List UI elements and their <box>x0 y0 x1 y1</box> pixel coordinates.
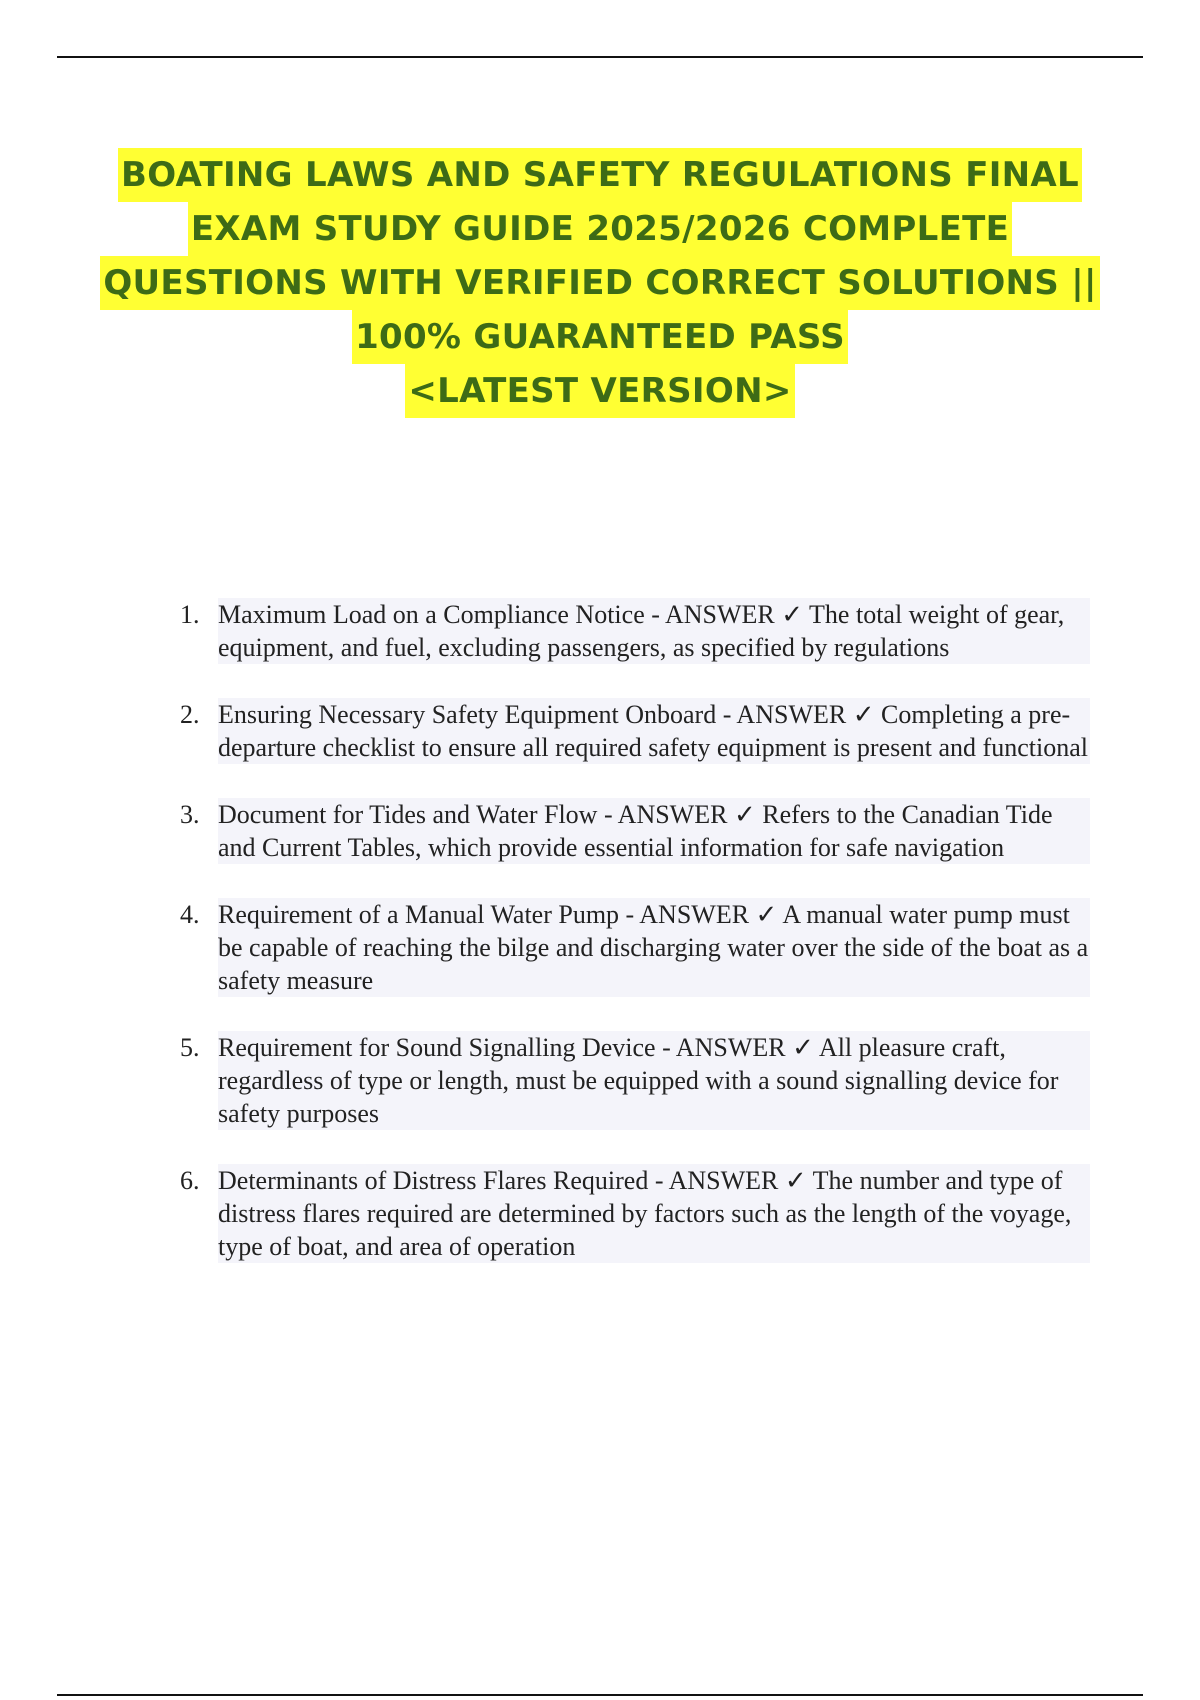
top-rule <box>57 56 1143 58</box>
item-text: Ensuring Necessary Safety Equipment Onboard - ANSWER ✓ Completing a pre-departure checklist to ensure all required safety equipment is present and functional <box>218 698 1090 764</box>
document-title <box>60 148 1140 418</box>
item-text: Requirement of a Manual Water Pump - ANSWER ✓ A manual water pump must be capable of reaching the bilge and discharging water over the side of the boat as a safety measure <box>218 900 1089 995</box>
title-line-1: BOATING LAWS AND SAFETY REGULATIONS FINAL <box>118 148 1082 202</box>
item-text: Maximum Load on a Compliance Notice - ANSWER ✓ The total weight of gear, equipment, and fuel, excluding passengers, as specified by regulations <box>218 598 1090 664</box>
title-line-4: 100% GUARANTEED PASS <box>352 310 848 364</box>
list-item <box>170 1164 1090 1263</box>
item-number: 2. <box>180 700 200 729</box>
title-line-3: QUESTIONS WITH VERIFIED CORRECT SOLUTIONS || <box>100 256 1099 310</box>
title-line-2: EXAM STUDY GUIDE 2025/2026 COMPLETE <box>188 202 1012 256</box>
list-item <box>170 798 1090 864</box>
item-number: 3. <box>180 800 200 829</box>
item-number: 5. <box>180 1033 200 1062</box>
qa-list <box>170 598 1090 1297</box>
list-item <box>170 598 1090 664</box>
item-text: Determinants of Distress Flares Required - ANSWER ✓ The number and type of distress flares required are determined by factors such as the length of the voyage, type of boat, and area of operation <box>218 1164 1090 1263</box>
list-item <box>170 898 1090 997</box>
item-number: 4. <box>180 900 200 929</box>
title-line-5: <LATEST VERSION> <box>405 364 794 418</box>
list-item <box>170 1031 1090 1130</box>
item-text: Document for Tides and Water Flow - ANSWER ✓ Refers to the Canadian Tide and Current Tables, which provide essential information for safe navigation <box>218 798 1090 864</box>
list-item <box>170 698 1090 764</box>
bottom-rule <box>57 1694 1143 1696</box>
item-number: 1. <box>180 600 200 629</box>
item-number: 6. <box>180 1166 200 1195</box>
item-text: Requirement for Sound Signalling Device - ANSWER ✓ All pleasure craft, regardless of type or length, must be equipped with a sound signalling device for safety purposes <box>218 1031 1090 1130</box>
